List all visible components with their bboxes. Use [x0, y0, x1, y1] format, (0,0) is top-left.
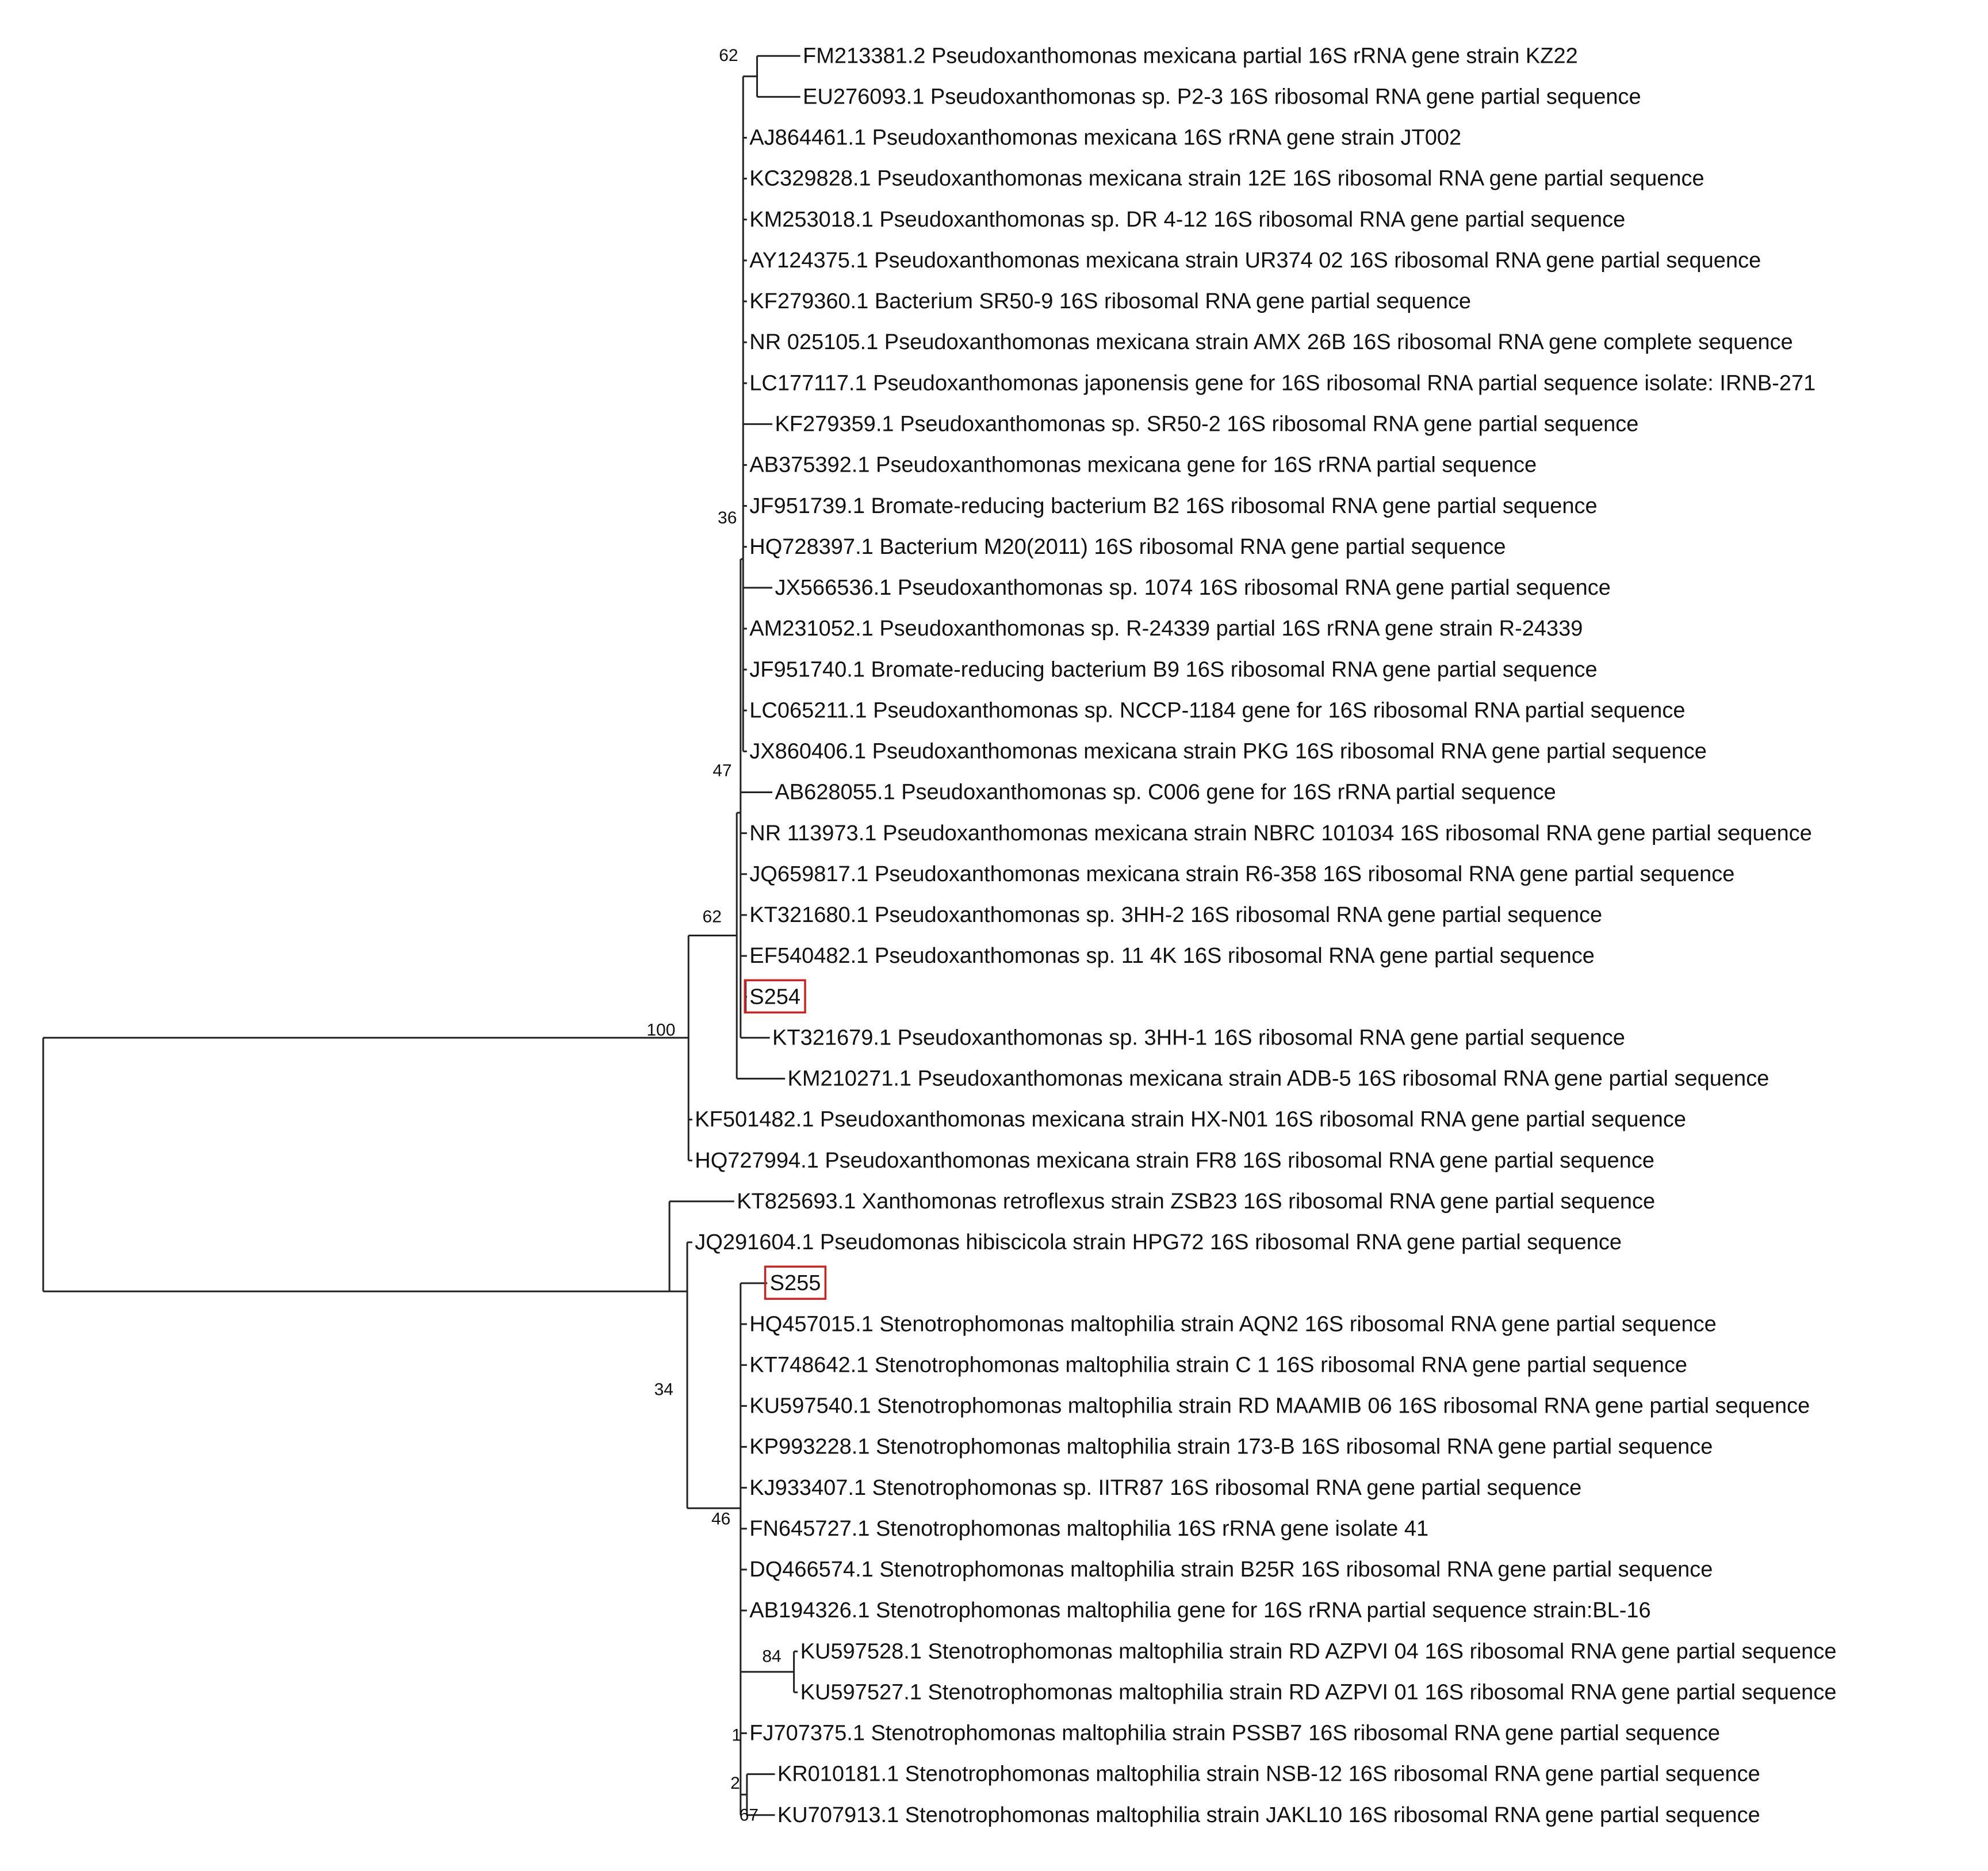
leaf-label: HQ727994.1 Pseudoxanthomonas mexicana strain FR8 16S ribosomal RNA gene partial sequence — [695, 1148, 1655, 1173]
bootstrap-value: 2 — [730, 1774, 740, 1793]
bootstrap-value: 62 — [719, 46, 738, 66]
leaf-label: FM213381.2 Pseudoxanthomonas mexicana partial 16S rRNA gene strain KZ22 — [803, 44, 1578, 68]
bootstrap-value: 67 — [739, 1805, 759, 1825]
leaf-label: AM231052.1 Pseudoxanthomonas sp. R-24339 partial 16S rRNA gene strain R-24339 — [749, 617, 1583, 641]
leaf-label: KF279359.1 Pseudoxanthomonas sp. SR50-2 16S ribosomal RNA gene partial sequence — [775, 412, 1639, 437]
leaf-label: JX566536.1 Pseudoxanthomonas sp. 1074 16S ribosomal RNA gene partial sequence — [775, 576, 1611, 600]
leaf-label: AB628055.1 Pseudoxanthomonas sp. C006 gene for 16S rRNA partial sequence — [775, 780, 1556, 805]
leaf-label: KU597527.1 Stenotrophomonas maltophilia strain RD AZPVI 01 16S ribosomal RNA gene partial sequence — [800, 1680, 1837, 1705]
leaf-label: HQ457015.1 Stenotrophomonas maltophilia strain AQN2 16S ribosomal RNA gene partial sequence — [749, 1312, 1717, 1337]
leaf-label: KU707913.1 Stenotrophomonas maltophilia strain JAKL10 16S ribosomal RNA gene partial sequence — [777, 1803, 1760, 1827]
leaf-label: KT321680.1 Pseudoxanthomonas sp. 3HH-2 16S ribosomal RNA gene partial sequence — [749, 903, 1603, 928]
leaf-label: KJ933407.1 Stenotrophomonas sp. IITR87 16S ribosomal RNA gene partial sequence — [749, 1475, 1582, 1500]
leaf-label: KM253018.1 Pseudoxanthomonas sp. DR 4-12 16S ribosomal RNA gene partial sequence — [749, 207, 1626, 232]
bootstrap-value: 46 — [711, 1509, 731, 1529]
leaf-label: KT825693.1 Xanthomonas retroflexus strain ZSB23 16S ribosomal RNA gene partial sequence — [737, 1189, 1656, 1214]
leaf-label: KU597528.1 Stenotrophomonas maltophilia strain RD AZPVI 04 16S ribosomal RNA gene partial sequence — [800, 1639, 1837, 1664]
leaf-label: KF501482.1 Pseudoxanthomonas mexicana strain HX-N01 16S ribosomal RNA gene partial sequence — [695, 1107, 1686, 1132]
highlighted-isolate-s255: S255 — [769, 1271, 821, 1296]
leaf-label: LC177117.1 Pseudoxanthomonas japonensis gene for 16S ribosomal RNA partial sequence isolate: IRNB-271 — [749, 371, 1816, 396]
bootstrap-value: 84 — [762, 1647, 782, 1666]
leaf-label: NR 025105.1 Pseudoxanthomonas mexicana strain AMX 26B 16S ribosomal RNA gene complete sequence — [749, 330, 1793, 355]
bootstrap-value: 36 — [718, 508, 737, 528]
leaf-label: JQ659817.1 Pseudoxanthomonas mexicana strain R6-358 16S ribosomal RNA gene partial sequence — [749, 862, 1735, 886]
leaf-label: FN645727.1 Stenotrophomonas maltophilia 16S rRNA gene isolate 41 — [749, 1516, 1429, 1541]
leaf-label: KT748642.1 Stenotrophomonas maltophilia strain C 1 16S ribosomal RNA gene partial sequence — [749, 1353, 1688, 1378]
leaf-label: KR010181.1 Stenotrophomonas maltophilia strain NSB-12 16S ribosomal RNA gene partial sequence — [777, 1762, 1760, 1786]
highlighted-isolate-s254: S254 — [749, 985, 801, 1009]
leaf-label: LC065211.1 Pseudoxanthomonas sp. NCCP-1184 gene for 16S ribosomal RNA partial sequence — [749, 698, 1686, 723]
leaf-label: AB194326.1 Stenotrophomonas maltophilia gene for 16S rRNA partial sequence strain:BL-16 — [749, 1598, 1651, 1623]
leaf-label: EF540482.1 Pseudoxanthomonas sp. 11 4K 16S ribosomal RNA gene partial sequence — [749, 944, 1595, 969]
leaf-label: KF279360.1 Bacterium SR50-9 16S ribosomal RNA gene partial sequence — [749, 289, 1472, 314]
leaf-label: KC329828.1 Pseudoxanthomonas mexicana strain 12E 16S ribosomal RNA gene partial sequence — [749, 166, 1704, 191]
leaf-label: JF951739.1 Bromate-reducing bacterium B2 16S ribosomal RNA gene partial sequence — [749, 493, 1598, 518]
leaf-label: KP993228.1 Stenotrophomonas maltophilia strain 173-B 16S ribosomal RNA gene partial sequence — [749, 1434, 1713, 1459]
leaf-label: EU276093.1 Pseudoxanthomonas sp. P2-3 16S ribosomal RNA gene partial sequence — [803, 85, 1641, 109]
leaf-label: KM210271.1 Pseudoxanthomonas mexicana strain ADB-5 16S ribosomal RNA gene partial sequence — [787, 1066, 1769, 1091]
bootstrap-value: 100 — [646, 1020, 676, 1040]
bootstrap-value: 34 — [654, 1380, 673, 1399]
leaf-label: JX860406.1 Pseudoxanthomonas mexicana strain PKG 16S ribosomal RNA gene partial sequence — [749, 739, 1707, 764]
leaf-label: AJ864461.1 Pseudoxanthomonas mexicana 16S rRNA gene strain JT002 — [749, 125, 1462, 150]
leaf-label: JF951740.1 Bromate-reducing bacterium B9 16S ribosomal RNA gene partial sequence — [749, 657, 1598, 682]
leaf-label: JQ291604.1 Pseudomonas hibiscicola strain HPG72 16S ribosomal RNA gene partial sequence — [695, 1230, 1622, 1255]
leaf-label: FJ707375.1 Stenotrophomonas maltophilia strain PSSB7 16S ribosomal RNA gene partial sequence — [749, 1721, 1721, 1746]
leaf-label: KU597540.1 Stenotrophomonas maltophilia strain RD MAAMIB 06 16S ribosomal RNA gene partial sequence — [749, 1394, 1810, 1418]
bootstrap-value: 62 — [702, 907, 722, 927]
leaf-label: KT321679.1 Pseudoxanthomonas sp. 3HH-1 16S ribosomal RNA gene partial sequence — [772, 1026, 1625, 1050]
leaf-label: HQ728397.1 Bacterium M20(2011) 16S ribosomal RNA gene partial sequence — [749, 534, 1506, 559]
bootstrap-value: 47 — [713, 761, 732, 780]
tree-branches — [43, 56, 800, 1815]
bootstrap-value: 1 — [731, 1725, 742, 1745]
leaf-label: NR 113973.1 Pseudoxanthomonas mexicana strain NBRC 101034 16S ribosomal RNA gene partial sequence — [749, 821, 1812, 845]
leaf-label: AB375392.1 Pseudoxanthomonas mexicana gene for 16S rRNA partial sequence — [749, 453, 1537, 477]
leaf-labels — [695, 44, 1836, 1827]
leaf-label: AY124375.1 Pseudoxanthomonas mexicana strain UR374 02 16S ribosomal RNA gene partial sequence — [749, 248, 1761, 273]
leaf-label: DQ466574.1 Stenotrophomonas maltophilia strain B25R 16S ribosomal RNA gene partial sequence — [749, 1558, 1713, 1582]
